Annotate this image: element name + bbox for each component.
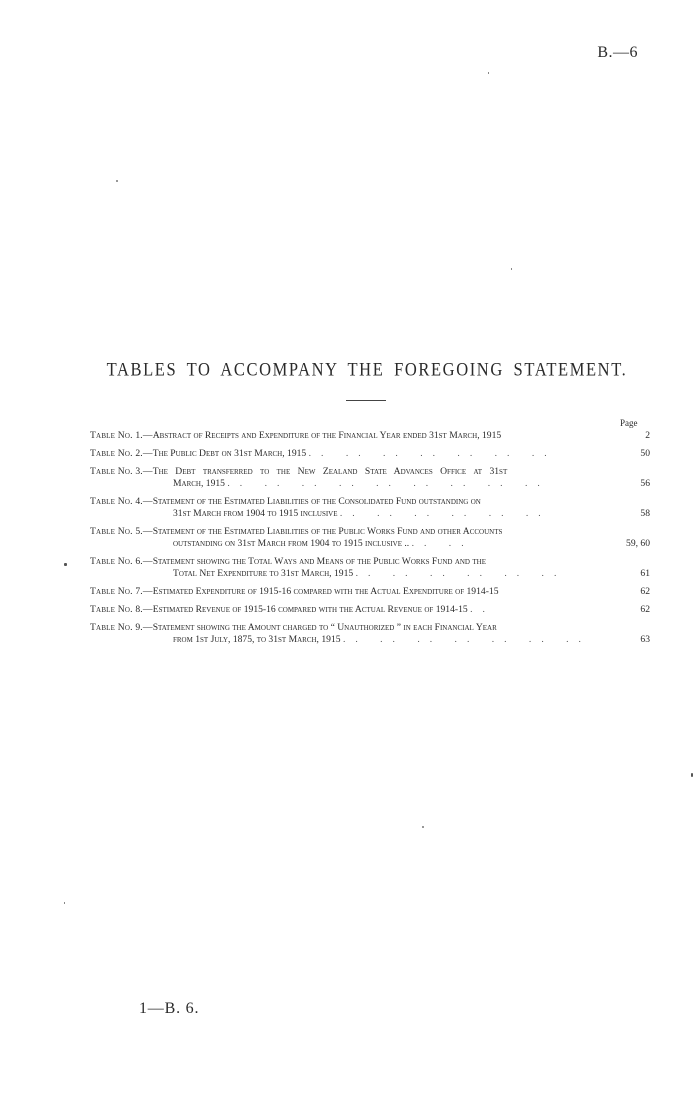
entry-title: Estimated Revenue of 1915-16 compared with the Actual Revenue of 1914-15 (152, 604, 468, 615)
table-of-contents (90, 430, 650, 652)
contents-entry-3 (90, 466, 650, 490)
page-title: TABLES TO ACCOMPANY THE FOREGOING STATEMENT. (106, 358, 628, 381)
leader-dots: .. .. (411, 538, 474, 549)
entry-label: Table No. 2.— (90, 448, 153, 459)
entry-title-continued: outstanding on 31st March from 1904 to 1915 inclusive .. (173, 538, 410, 549)
entry-title: Abstract of Receipts and Expenditure of the Financial Year ended 31st March, 1915 (152, 430, 502, 441)
scan-speck (488, 72, 489, 74)
entry-page-number: 59, 60 (604, 538, 650, 550)
entry-title-continued: Total Net Expenditure to 31st March, 1915 (173, 568, 354, 579)
entry-title-continued: 31st March from 1904 to 1915 inclusive (173, 508, 338, 519)
entry-page-number: 62 (604, 586, 650, 598)
title-divider (346, 400, 386, 401)
contents-entry-9 (90, 622, 650, 646)
entry-title: Statement showing the Amount charged to “ Unauthorized ” in each Financial Year (152, 622, 497, 633)
entry-page-number: 63 (604, 634, 650, 646)
entry-title: Estimated Expenditure of 1915-16 compared with the Actual Expenditure of 1914-15 (152, 586, 499, 597)
scan-speck (64, 902, 65, 904)
contents-entry-6 (90, 556, 650, 580)
entry-page-number: 62 (604, 604, 650, 616)
footer-reference: 1—B. 6. (139, 1000, 200, 1017)
entry-page-number: 2 (604, 430, 650, 442)
entry-label: Table No. 9.— (90, 622, 153, 633)
entry-label: Table No. 1.— (90, 430, 153, 441)
leader-dots: .. .. .. .. .. .. .. .. .. (227, 478, 550, 489)
leader-dots: .. .. .. .. .. .. (355, 568, 567, 579)
entry-page-number: 56 (604, 478, 650, 490)
leader-dots: .. .. .. .. .. .. .. (308, 448, 557, 459)
scan-speck (64, 563, 67, 566)
contents-entry-2 (90, 448, 650, 460)
contents-entry-5 (90, 526, 650, 550)
entry-label: Table No. 4.— (90, 496, 153, 507)
contents-entry-4 (90, 496, 650, 520)
leader-dots: .. .. .. .. .. .. (339, 508, 551, 519)
entry-label: Table No. 7.— (90, 586, 153, 597)
contents-entry-8 (90, 604, 650, 616)
entry-label: Table No. 6.— (90, 556, 153, 567)
entry-label: Table No. 8.— (90, 604, 153, 615)
contents-entry-1 (90, 430, 650, 442)
entry-label: Table No. 3.— (90, 466, 153, 477)
page-column-heading: Page (620, 418, 638, 428)
scan-speck (691, 773, 693, 777)
entry-title: Statement showing the Total Ways and Means of the Public Works Fund and the (152, 556, 486, 567)
entry-label: Table No. 5.— (90, 526, 153, 537)
contents-entry-7 (90, 586, 650, 598)
entry-page-number: 61 (604, 568, 650, 580)
scan-speck (511, 268, 512, 270)
entry-title: Statement of the Estimated Liabilities of the Public Works Fund and other Accounts (152, 526, 503, 537)
scan-speck (422, 826, 424, 828)
entry-page-number: 58 (604, 508, 650, 520)
leader-dots: .. (470, 604, 495, 615)
page-reference: B.—6 (597, 44, 638, 61)
entry-title: Statement of the Estimated Liabilities of the Consolidated Fund outstanding on (152, 496, 481, 507)
entry-title-continued: from 1st July, 1875, to 31st March, 1915 (173, 634, 341, 645)
entry-title-continued: March, 1915 (173, 478, 225, 489)
leader-dots: .. .. .. .. .. .. .. (342, 634, 591, 645)
scan-speck (116, 180, 118, 182)
entry-title: The Public Debt on 31st March, 1915 (152, 448, 307, 459)
entry-title: The Debt transferred to the New Zealand State Advances Office at 31st (152, 466, 508, 477)
entry-page-number: 50 (604, 448, 650, 460)
